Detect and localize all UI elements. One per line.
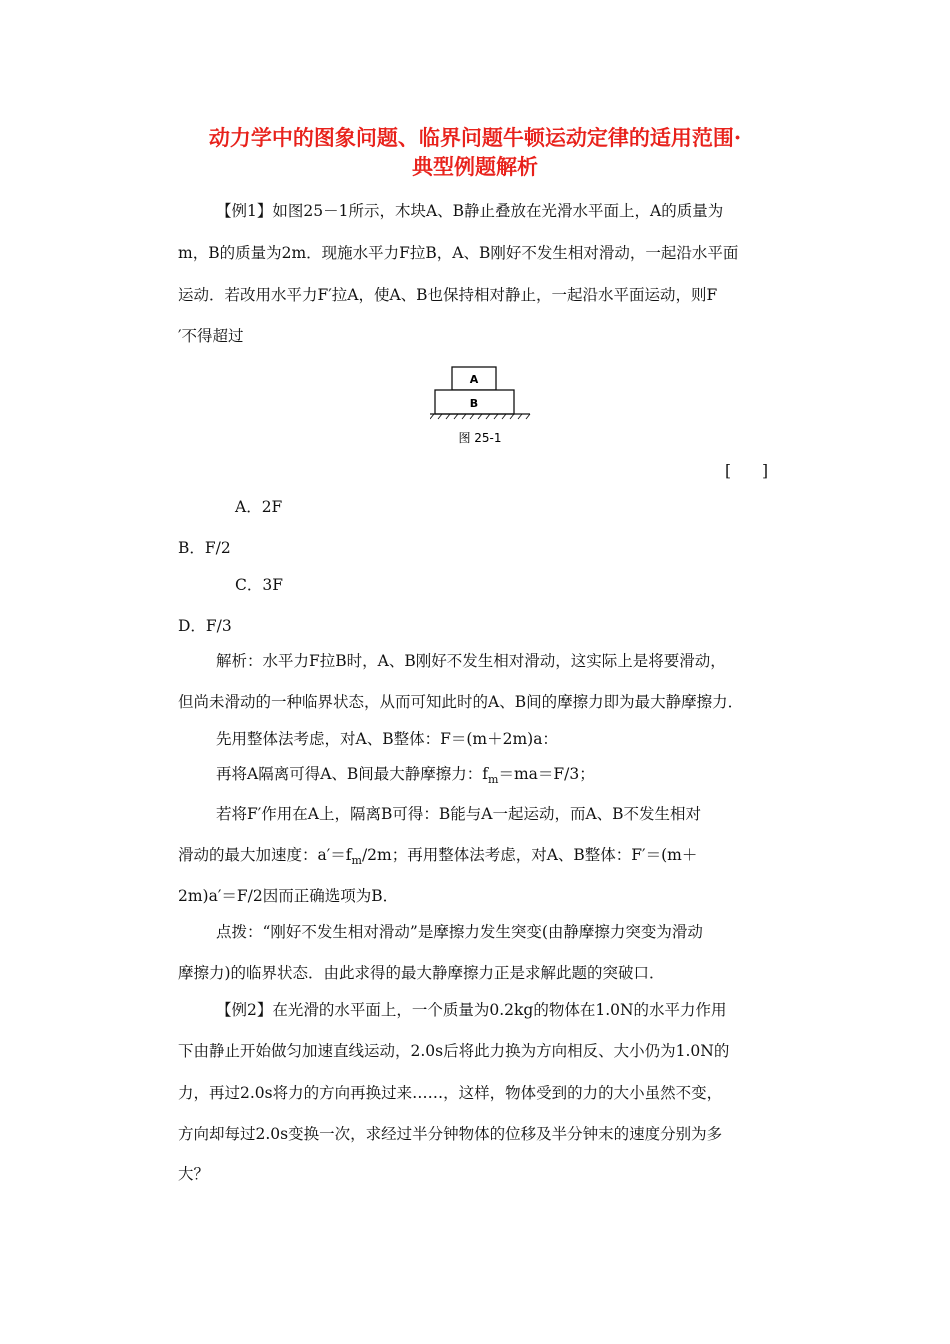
solution-line-fprime-1: 若将F′作用在A上，隔离B可得：B能与A一起运动，而A、B不发生相对	[216, 805, 702, 823]
option-c: C．3F	[235, 576, 283, 594]
block-b-label: B	[469, 397, 479, 410]
tip-line-2: 摩擦力)的临界状态．由此求得的最大静摩擦力正是求解此题的突破口．	[178, 964, 665, 982]
solution-line-fprime-3: 2m)a′＝F/2因而正确选项为B．	[178, 887, 399, 905]
solution-max-accel-text: 滑动的最大加速度：a′＝f	[178, 846, 352, 864]
option-b: B．F/2	[178, 539, 231, 557]
figure-caption: 图 25-1	[458, 431, 502, 445]
block-a-label: A	[469, 373, 479, 386]
solution-whole-method: 先用整体法考虑，对A、B整体：F＝(m＋2m)a：	[216, 730, 558, 748]
option-a: A．2F	[235, 498, 283, 516]
example1-line-1: 【例1】如图25－1所示，木块A、B静止叠放在光滑水平面上，A的质量为	[216, 202, 724, 220]
example2-line-5: 大？	[178, 1165, 210, 1183]
example2-line-2: 下由静止开始做匀加速直线运动，2.0s后将此力换为方向相反、大小仍为1.0N的	[178, 1042, 730, 1060]
solution-max-accel-rest: /2m；再用整体法考虑，对A、B整体：F′＝(m＋	[361, 846, 698, 864]
solution-line-fprime-2	[178, 845, 697, 871]
solution-line-1: 解析：水平力F拉B时，A、B刚好不发生相对滑动，这实际上是将要滑动，	[216, 652, 726, 670]
solution-isolate-a-text: 再将A隔离可得A、B间最大静摩擦力：f	[216, 765, 489, 783]
ground-hatching	[430, 414, 530, 419]
example1-line-3: 运动．若改用水平力F′拉A，使A、B也保持相对静止，一起沿水平面运动，则F	[178, 286, 718, 304]
example1-line-2: m，B的质量为2m．现施水平力F拉B，A、B刚好不发生相对滑动，一起沿水平面	[178, 244, 739, 262]
document-title-line-1: 动力学中的图象问题、临界问题牛顿运动定律的适用范围·	[208, 125, 742, 150]
solution-line-2: 但尚未滑动的一种临界状态，从而可知此时的A、B间的摩擦力即为最大静摩擦力．	[178, 693, 744, 711]
subscript-m: m	[488, 773, 499, 786]
option-d: D．F/3	[178, 617, 232, 635]
document-title-line-2: 典型例题解析	[412, 154, 538, 179]
example2-line-3: 力，再过2.0s将力的方向再换过来……，这样，物体受到的力的大小虽然不变，	[178, 1084, 723, 1102]
answer-bracket: [ ]	[725, 462, 769, 480]
example2-line-4: 方向却每过2.0s变换一次，求经过半分钟物体的位移及半分钟末的速度分别为多	[178, 1125, 723, 1143]
tip-line-1: 点拨：“刚好不发生相对滑动”是摩擦力发生突变(由静摩擦力突变为滑动	[216, 923, 703, 941]
solution-isolate-a	[216, 764, 595, 790]
figure-25-1	[430, 364, 534, 448]
example2-line-1: 【例2】在光滑的水平面上，一个质量为0.2kg的物体在1.0N的水平力作用	[216, 1001, 727, 1019]
solution-isolate-a-result: ＝ma＝F/3；	[498, 765, 595, 783]
subscript-m: m	[351, 854, 362, 867]
example1-line-4: ′不得超过	[178, 327, 244, 345]
